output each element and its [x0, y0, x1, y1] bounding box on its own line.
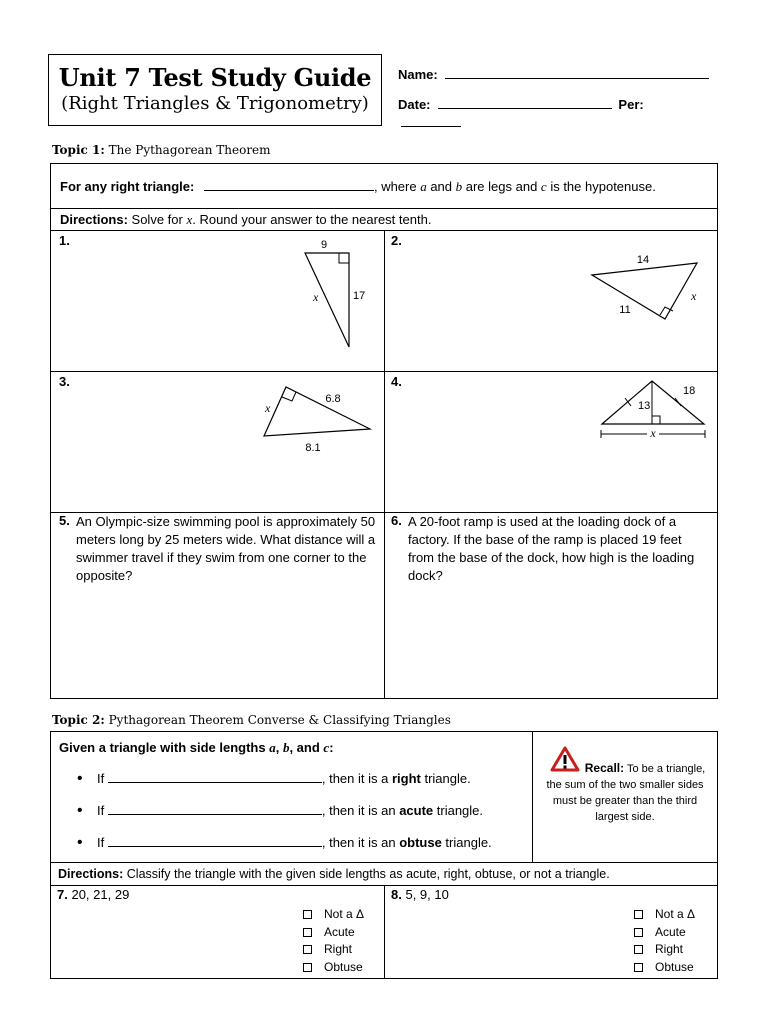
classify-rules	[50, 731, 533, 863]
given-statement	[59, 739, 334, 757]
directions-var: x	[186, 212, 193, 227]
name-field[interactable]	[445, 67, 709, 79]
checkbox[interactable]	[303, 928, 312, 937]
name-label: Name:	[398, 67, 438, 82]
option-label: Obtuse	[655, 959, 694, 974]
topic-2-title: Pythagorean Theorem Converse & Classifying Triangles	[108, 713, 451, 727]
acute-condition-blank[interactable]	[108, 803, 322, 815]
label-side: 13	[638, 400, 651, 412]
var-b: b	[282, 740, 290, 755]
problem-5	[50, 512, 385, 699]
then-text: , then it is an	[321, 803, 400, 818]
var-a: a	[420, 179, 427, 194]
options-7	[303, 906, 364, 976]
right-condition-blank[interactable]	[108, 771, 322, 783]
obtuse-condition-blank[interactable]	[108, 835, 322, 847]
then-text: , then it is an	[321, 835, 400, 850]
option-not-triangle[interactable]	[634, 906, 695, 924]
option-obtuse[interactable]	[634, 959, 695, 977]
given-text: , and	[289, 740, 324, 755]
label-side: x	[691, 289, 697, 303]
option-obtuse[interactable]	[303, 959, 364, 977]
problem-1	[50, 230, 385, 372]
per-label: Per:	[618, 97, 644, 112]
problem-number: 3.	[59, 374, 70, 389]
if-label: If	[97, 803, 105, 818]
checkbox[interactable]	[303, 945, 312, 954]
topic-2-label: Topic 2:	[52, 713, 105, 727]
var-b: b	[455, 179, 463, 194]
directions-label: Directions:	[58, 867, 124, 881]
date-label: Date:	[398, 97, 431, 112]
date-field[interactable]	[438, 97, 612, 109]
option-label: Not a Δ	[324, 907, 365, 921]
rule-prefix: For any right triangle:	[60, 179, 195, 194]
page-subtitle: (Right Triangles & Trigonometry)	[61, 93, 369, 114]
label-side: x	[265, 401, 271, 415]
topic-1-directions	[50, 208, 718, 231]
classify-bullets	[77, 771, 527, 867]
option-label: Right	[324, 942, 353, 956]
topic-1-label: Topic 1:	[52, 143, 105, 157]
label-side: 6.8	[325, 393, 341, 405]
date-row	[398, 96, 710, 132]
rule-text: and	[426, 179, 456, 194]
problem-8	[384, 885, 718, 979]
word-problem-text: An Olympic-size swimming pool is approximately 50 meters long by 25 meters wide. What distance will a swimmer travel if they swim from one corner to the opposite?	[76, 514, 376, 583]
label-side: 9	[320, 239, 328, 251]
pythag-formula-blank[interactable]	[204, 179, 374, 191]
recall-box	[532, 731, 718, 863]
recall-note	[539, 760, 711, 825]
problem-number: 1.	[59, 233, 70, 248]
problem-number: 8.	[391, 887, 402, 902]
checkbox[interactable]	[634, 945, 643, 954]
option-right[interactable]	[303, 941, 364, 959]
label-side: 17	[353, 290, 366, 302]
if-label: If	[97, 771, 105, 786]
option-label: Right	[655, 942, 684, 956]
problem-7	[50, 885, 385, 979]
topic-2-directions	[50, 862, 718, 886]
options-8	[634, 906, 695, 976]
then-text: , then it is a	[321, 771, 392, 786]
problem-2	[384, 230, 718, 372]
topic-1-title: The Pythagorean Theorem	[108, 143, 271, 157]
triangle-1-diagram	[291, 239, 381, 369]
page-title: Unit 7 Test Study Guide	[58, 63, 372, 92]
triangle-2-diagram	[585, 247, 715, 327]
rule-text: , where	[373, 179, 421, 194]
triangle-3-diagram	[251, 380, 381, 460]
side-lengths: 5, 9, 10	[405, 887, 449, 902]
option-label: Acute	[655, 924, 686, 939]
triangle-4-diagram	[593, 376, 715, 446]
recall-text: To be a triangle, the sum of the two smaller sides must be greater than the third largest side.	[546, 763, 706, 823]
directions-text: Solve for	[131, 212, 187, 227]
bullet-acute	[77, 803, 527, 835]
var-a: a	[269, 740, 276, 755]
directions-text: . Round your answer to the nearest tenth.	[192, 212, 432, 227]
label-side: 11	[619, 304, 631, 316]
end-text: triangle.	[420, 771, 471, 786]
if-label: If	[97, 835, 105, 850]
problem-number: 6.	[391, 513, 402, 528]
checkbox[interactable]	[634, 910, 643, 919]
rule-text: are legs and	[462, 179, 541, 194]
rule-text: is the hypotenuse.	[546, 179, 656, 194]
problem-6	[384, 512, 718, 699]
label-side: 14	[636, 254, 650, 266]
triangle-type: obtuse	[399, 835, 442, 850]
problem-number: 4.	[391, 374, 402, 389]
label-side: x	[313, 290, 319, 304]
option-label: Obtuse	[324, 959, 363, 974]
recall-label: Recall:	[584, 761, 625, 775]
problem-number: 5.	[59, 513, 70, 528]
label-side: x	[650, 426, 656, 440]
word-problem-text: A 20-foot ramp is used at the loading dock of a factory. If the base of the ramp is placed 19 feet from the base of the dock, how high is the loading dock?	[408, 514, 695, 583]
problem-number: 7.	[57, 887, 68, 902]
topic-2-heading	[52, 713, 451, 727]
given-text: ,	[275, 740, 283, 755]
given-text: :	[329, 740, 334, 755]
label-side: 8.1	[305, 442, 321, 454]
problem-4	[384, 371, 718, 513]
triangle-type: right	[391, 771, 421, 786]
per-field[interactable]	[401, 115, 461, 127]
option-label: Acute	[324, 924, 355, 939]
checkbox[interactable]	[634, 963, 643, 972]
option-acute[interactable]	[634, 924, 695, 942]
problem-number: 2.	[391, 233, 402, 248]
end-text: triangle.	[441, 835, 492, 850]
name-row	[398, 66, 710, 84]
topic-1-heading	[52, 143, 271, 157]
pythag-rule-row	[50, 163, 718, 209]
checkbox[interactable]	[303, 963, 312, 972]
problem-3	[50, 371, 385, 513]
triangle-type: acute	[399, 803, 434, 818]
side-lengths: 20, 21, 29	[71, 887, 130, 902]
end-text: triangle.	[433, 803, 484, 818]
given-text: Given a triangle with side lengths	[59, 740, 270, 755]
bullet-right	[77, 771, 527, 803]
directions-text: Classify the triangle with the given side lengths as acute, right, obtuse, or not a triangle.	[123, 867, 610, 881]
option-label: Not a Δ	[655, 907, 696, 921]
label-side: 18	[683, 385, 696, 397]
option-acute[interactable]	[303, 924, 364, 942]
option-right[interactable]	[634, 941, 695, 959]
option-not-triangle[interactable]	[303, 906, 364, 924]
title-box	[48, 54, 382, 126]
var-c: c	[540, 179, 547, 194]
directions-label: Directions:	[60, 212, 128, 227]
checkbox[interactable]	[303, 910, 312, 919]
checkbox[interactable]	[634, 928, 643, 937]
var-c: c	[323, 740, 330, 755]
